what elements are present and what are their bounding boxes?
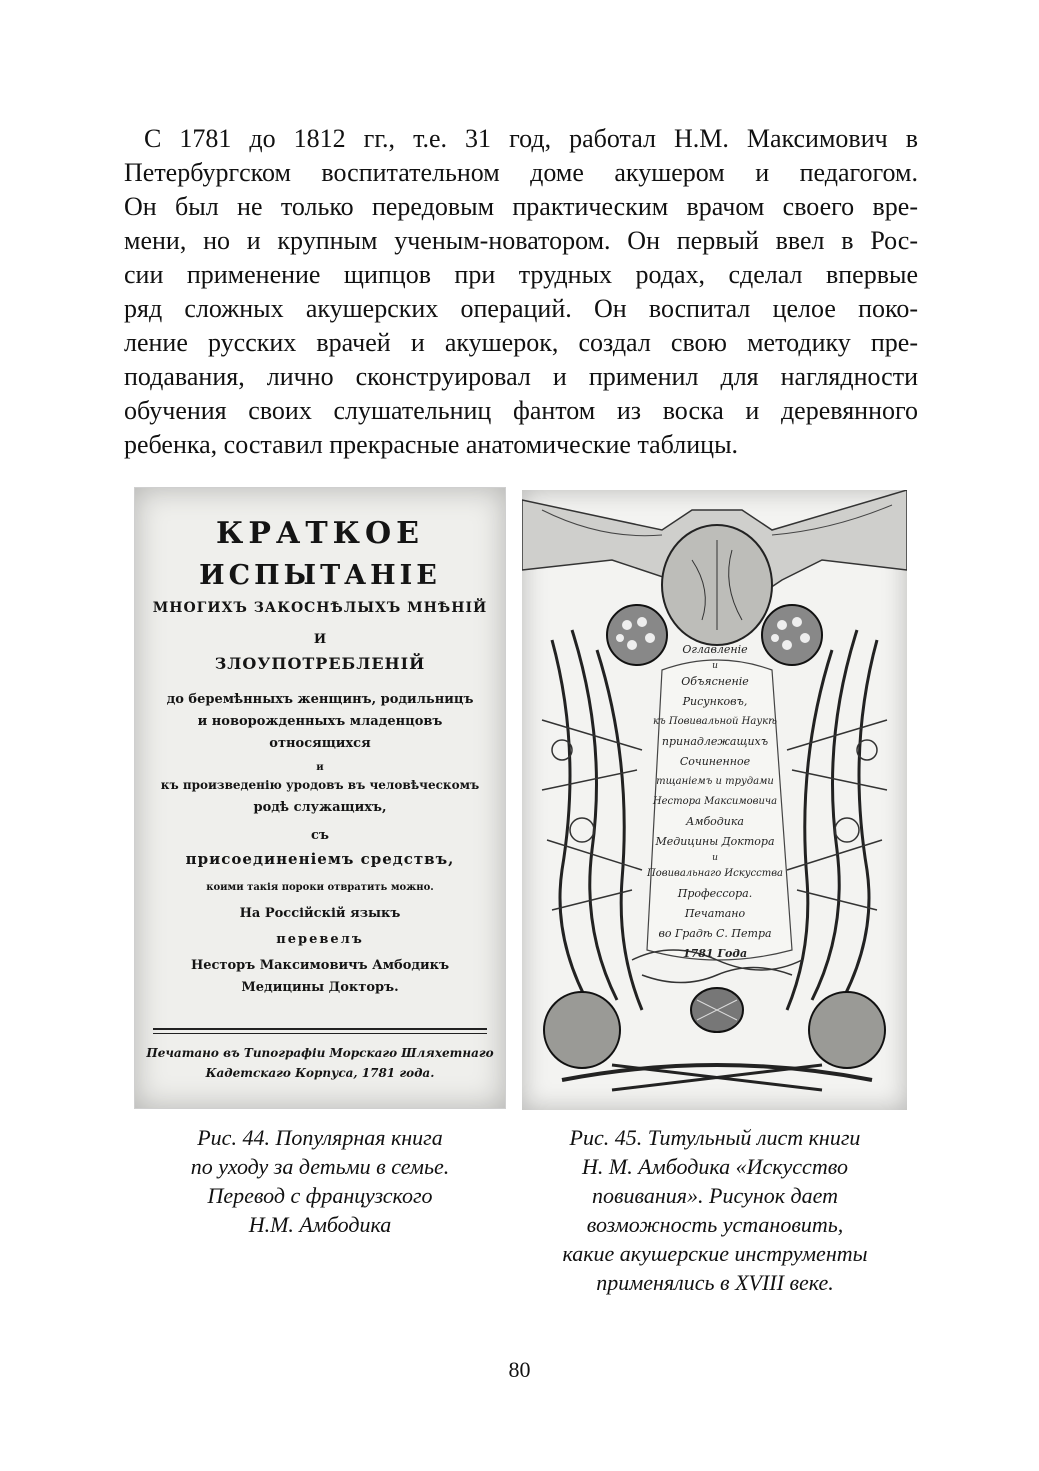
cartouche-line: Нестора Максимовича [652,796,778,807]
title-line: Медицины Докторъ. [241,980,399,995]
figure-45-engraving-image [522,490,907,1110]
paragraph-line: мени, но и крупным ученым-новатором. Он первый ввел в Рос- [124,226,918,255]
figure-45-caption [510,1123,920,1297]
title-line: къ произведенію уродовъ въ человѣческомъ [160,778,480,792]
paragraph-line: Он был не только передовым практическим врачом своего вре- [124,192,918,221]
title-line: И [313,632,327,647]
title-line: перевелъ [276,932,364,947]
caption-line: Н. М. Амбодика «Искусство [582,1154,848,1179]
caption-line: по уходу за детьми в семье. [190,1154,450,1179]
title-line: коими такія пороки отвратить можно. [206,882,434,893]
title-line: На Россійскій языкъ [239,906,401,921]
main-paragraph [124,122,918,462]
cartouche-line: Печатано [684,907,746,920]
cartouche-line: Объясненіе [681,675,749,688]
cartouche-line: во Градѣ С. Петра [658,927,772,940]
figure-44-title-page-image [134,487,506,1109]
caption-line: возможность установить, [586,1212,844,1237]
paragraph-line: сии применение щипцов при трудных родах, сделал впервые [124,260,918,289]
paragraph-line: Петербургском воспитательном доме акушером и педагогом. [124,158,918,187]
cartouche-line: Сочиненное [679,755,751,768]
title-line: присоединенiемъ средствъ, [185,850,455,868]
page-number: 80 [508,1357,531,1382]
figure-44-caption [130,1123,510,1239]
cartouche-line: Повивальнаго Искусства [647,868,783,879]
cartouche-line: къ Повивальной Наукѣ [653,716,777,727]
title-line: съ [311,828,329,843]
paragraph-line: ребенка, составил прекрасные анатомические таблицы. [124,430,739,459]
title-line: и [316,762,324,773]
title-line: ИСПЫТАНІЕ [199,560,441,591]
paragraph-line: ряд сложных акушерских операций. Он воспитал целое поко- [124,294,918,323]
imprint-line: Печатано въ Типографіи Морскаго Шляхетнаго [146,1046,494,1060]
cartouche-line: Амбодика [686,815,744,828]
title-line: до беремѣнныхъ женщинъ, родильницъ [166,692,474,707]
imprint-line: Кадетскаго Корпуса, 1781 года. [205,1066,435,1080]
caption-line: какие акушерские инструменты [562,1241,868,1266]
paragraph-line: ление русских врачей и акушерок, создал свою методику пре- [124,328,918,357]
cartouche-text [640,640,790,960]
caption-line: Перевод с французского [207,1183,433,1208]
caption-line: Рис. 44. Популярная книга [197,1125,443,1150]
cartouche-line: тщаніемъ и трудами [656,776,774,787]
cartouche-line: Рисунковъ, [682,695,748,708]
cartouche-line: и [712,853,718,863]
paragraph-line: С 1781 до 1812 гг., т.е. 31 год, работал Н.М. Максимович в [144,124,918,153]
cartouche-line: Медицины Доктора [655,835,775,848]
cartouche-line: 1781 Года [682,947,748,960]
title-line: МНОГИХЪ ЗАКОСНѢЛЫХЪ МНѢНІЙ [152,600,488,616]
cartouche-line: Оглавленіе [682,643,748,656]
divider [153,1028,487,1030]
paragraph-line: обучения своих слушательниц фантом из воска и деревянного [124,396,918,425]
title-line: Несторъ Максимовичъ Амбодикъ [190,958,450,973]
caption-line: повивания». Рисунок дает [591,1183,839,1208]
paragraph-line: подавания, лично сконструировал и применил для наглядности [124,362,918,391]
caption-line: применялись в XVIII веке. [596,1270,834,1295]
title-line: ЗЛОУПОТРЕБЛЕНІЙ [214,654,426,673]
cartouche-line: и [712,661,718,671]
caption-line: Рис. 45. Титульный лист книги [569,1125,861,1150]
caption-line: Н.М. Амбодика [248,1212,392,1237]
cartouche-line: принадлежащихъ [661,735,769,748]
divider [153,1033,487,1034]
title-line: КРАТКОЕ [216,516,424,551]
title-line: и новорожденныхъ младенцовъ [197,714,443,729]
cartouche-line: Профессора. [677,887,753,900]
title-line: относящихся [269,736,371,751]
title-line: родѣ служащихъ, [253,800,387,815]
